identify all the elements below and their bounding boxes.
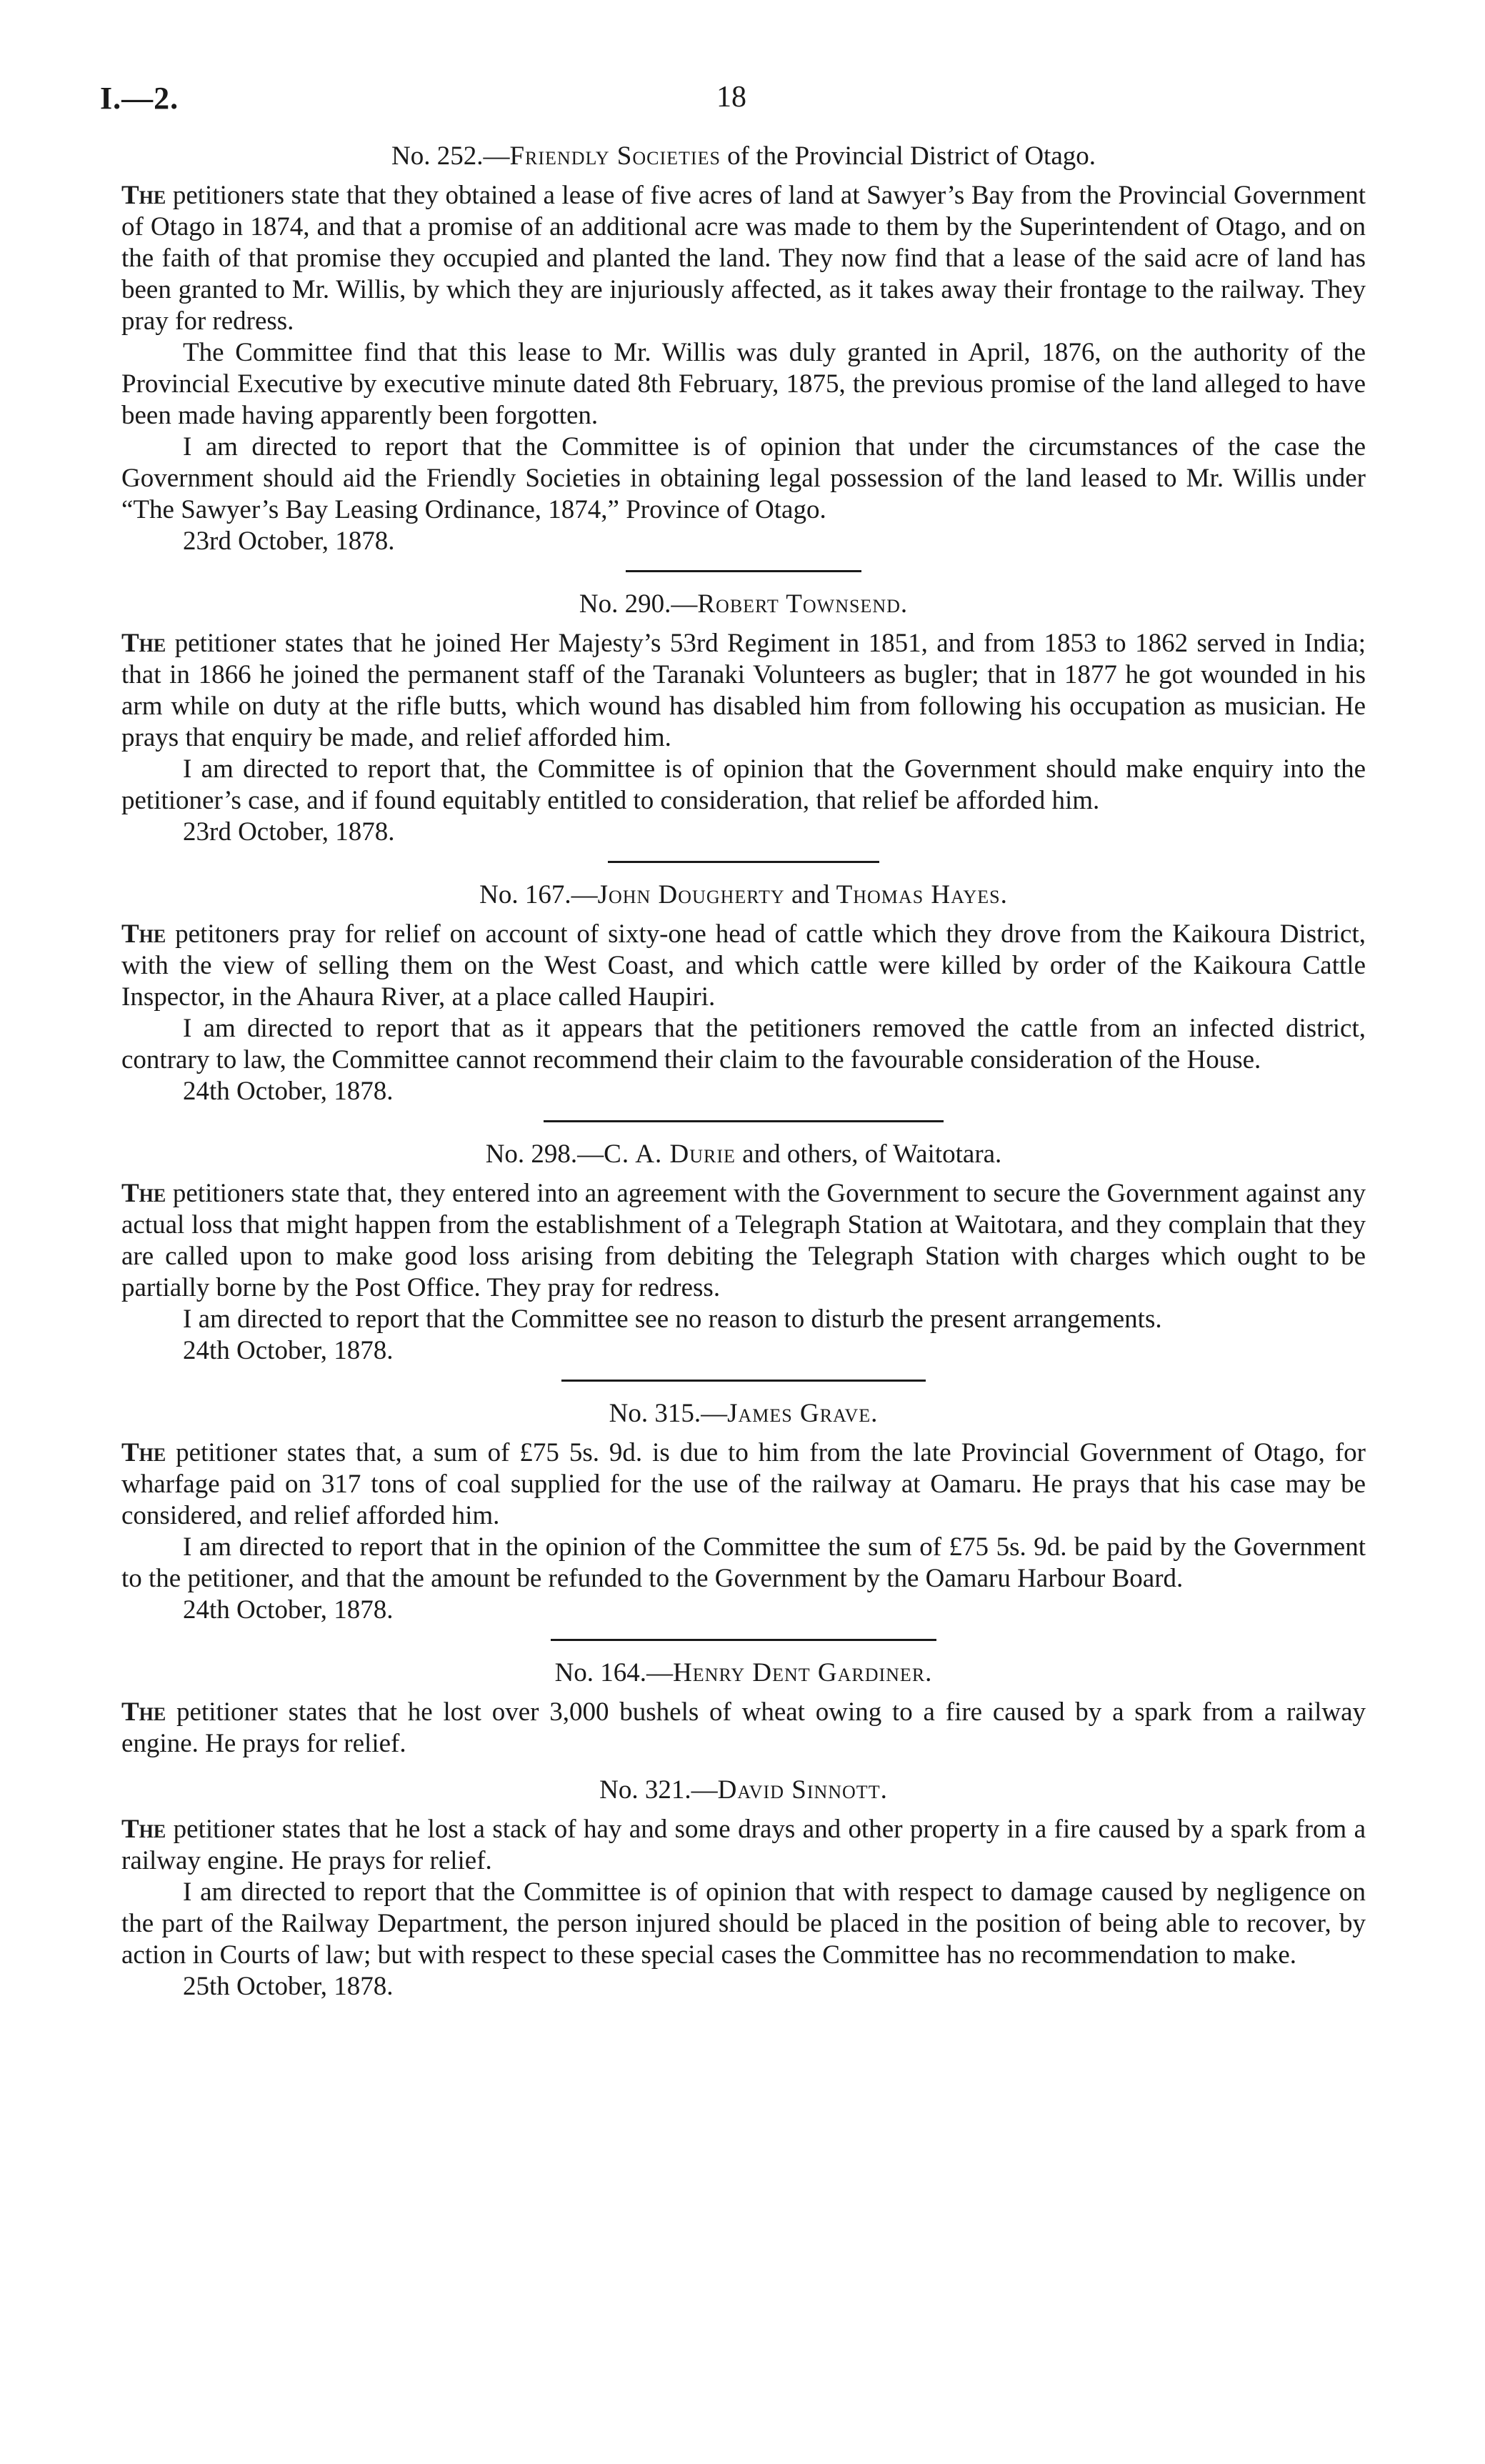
petition-section-252 bbox=[121, 140, 1366, 557]
petition-paragraph: The petitoners pray for relief on account of sixty-one head of cattle which they drove from the Kaikoura District, with the view of selling them on the West Coast, and which cattle were killed by order of the Kaikoura Cattle Inspector, in the Ahaura River, at a place called Haupiri. bbox=[121, 919, 1366, 1012]
report-date: 23rd October, 1878. bbox=[183, 817, 395, 847]
report-paragraph: I am directed to report that, the Committee is of opinion that the Government should make enquiry into the petitioner’s case, and if found equitably entitled to consideration, that relief be afforded him. bbox=[121, 754, 1366, 815]
petitioner-name-2: Thomas Hayes. bbox=[836, 880, 1008, 909]
report-date: 23rd October, 1878. bbox=[183, 527, 395, 556]
petition-paragraph: The petitioners state that, they entered into an agreement with the Government to secure the Government against any actual loss that might happen from the establishment of a Telegraph Station at Waitotara, and they complain that they are called upon to make good loss arising from debiting the Telegraph Station with charges which ought to be partially borne by the Post Office. They pray for redress. bbox=[121, 1179, 1366, 1302]
section-heading: No. 252.—Friendly Societies of the Provincial District of Otago. bbox=[391, 141, 1096, 171]
report-paragraph: I am directed to report that the Committee is of opinion that under the circumstances of the case the Government should aid the Friendly Societies in obtaining legal possession of the land leased to Mr. Willis under “The Sawyer’s Bay Leasing Ordinance, 1874,” Province of Otago. bbox=[121, 432, 1366, 524]
report-date: 24th October, 1878. bbox=[183, 1336, 394, 1365]
report-paragraph: I am directed to report that the Committee see no reason to disturb the present arrangements. bbox=[183, 1305, 1162, 1334]
petitioner-name: Friendly Societies bbox=[509, 141, 721, 171]
spacer bbox=[121, 1760, 1366, 1774]
petitioner-name: David Sinnott. bbox=[717, 1775, 888, 1805]
section-divider bbox=[561, 1380, 926, 1382]
petition-section-290 bbox=[121, 588, 1366, 848]
page-number: 18 bbox=[716, 81, 746, 114]
finding-paragraph: The Committee find that this lease to Mr. Willis was duly granted in April, 1876, on the authority of the Provincial Executive by executive minute dated 8th February, 1875, the previous promise of the land alleged to have been made having apparently been forgotten. bbox=[121, 338, 1366, 430]
section-heading: No. 167.—John Dougherty and Thomas Hayes. bbox=[479, 880, 1008, 909]
petition-section-167 bbox=[121, 879, 1366, 1107]
section-heading: No. 164.—Henry Dent Gardiner. bbox=[554, 1658, 933, 1687]
petition-paragraph: The petitioner states that he lost a stack of hay and some drays and other property in a fire caused by a spark from a railway engine. He prays for relief. bbox=[121, 1815, 1366, 1875]
petition-section-164 bbox=[121, 1657, 1366, 1760]
petitioner-name: C. A. Durie bbox=[604, 1139, 736, 1169]
report-date: 25th October, 1878. bbox=[183, 1972, 394, 2001]
report-paragraph: I am directed to report that the Committee is of opinion that with respect to damage caused by negligence on the part of the Railway Department, the person injured should be placed in the position of being able to recover, by action in Courts of law; but with respect to these special cases the Committee has no recommendation to make. bbox=[121, 1877, 1366, 1970]
petitioner-name: Henry Dent Gardiner. bbox=[673, 1658, 933, 1687]
petitioner-name: James Grave. bbox=[727, 1399, 879, 1428]
petition-paragraph: The petitioner states that he joined Her Majesty’s 53rd Regiment in 1851, and from 1853 to 1862 served in India; that in 1866 he joined the permanent staff of the Taranaki Volunteers as bugler; that in 1877 he got wounded in his arm while on duty at the rifle butts, which wound has disabled him from following his occupation as musician. He prays that enquiry be made, and relief afforded him. bbox=[121, 629, 1366, 752]
report-paragraph: I am directed to report that in the opinion of the Committee the sum of £75 5s. 9d. be paid by the Government to the petitioner, and that the amount be refunded to the Government by the Oamaru Harbour Board. bbox=[121, 1532, 1366, 1593]
section-heading: No. 290.—Robert Townsend. bbox=[579, 589, 909, 619]
section-divider bbox=[608, 861, 879, 863]
section-heading: No. 315.—James Grave. bbox=[609, 1399, 879, 1428]
petition-paragraph: The petitioner states that he lost over 3,000 bushels of wheat owing to a fire caused by a spark from a railway engine. He prays for relief. bbox=[121, 1697, 1366, 1758]
petitioner-name: John Dougherty bbox=[597, 880, 785, 909]
petition-section-298 bbox=[121, 1138, 1366, 1367]
section-divider bbox=[626, 570, 861, 572]
petition-paragraph: The petitioner states that, a sum of £75 5s. 9d. is due to him from the late Provincial Government of Otago, for wharfage paid on 317 tons of coal supplied for the use of the railway at Oamaru. He prays that his case may be considered, and relief afforded him. bbox=[121, 1438, 1366, 1530]
report-paragraph: I am directed to report that as it appears that the petitioners removed the cattle from an infected district, contrary to law, the Committee cannot recommend their claim to the favourable consideration of the House. bbox=[121, 1014, 1366, 1074]
section-divider bbox=[551, 1639, 936, 1641]
report-date: 24th October, 1878. bbox=[183, 1595, 394, 1625]
petition-section-321 bbox=[121, 1774, 1366, 2002]
petition-paragraph: The petitioners state that they obtained a lease of five acres of land at Sawyer’s Bay from the Provincial Government of Otago in 1874, and that a promise of an additional acre was made to them by the Superintendent of Otago, and on the faith of that promise they occupied and planted the land. They now find that a lease of the said acre of land has been granted to Mr. Willis, by which they are injuriously affected, as it takes away their frontage to the railway. They pray for redress. bbox=[121, 181, 1366, 336]
document-body bbox=[121, 140, 1366, 2002]
section-divider bbox=[544, 1120, 944, 1122]
section-heading: No. 321.—David Sinnott. bbox=[599, 1775, 888, 1805]
page-identifier: I.—2. bbox=[100, 81, 179, 116]
report-date: 24th October, 1878. bbox=[183, 1077, 394, 1106]
petitioner-name: Robert Townsend. bbox=[697, 589, 909, 619]
section-heading: No. 298.—C. A. Durie and others, of Waitotara. bbox=[485, 1139, 1002, 1169]
petition-section-315 bbox=[121, 1397, 1366, 1626]
